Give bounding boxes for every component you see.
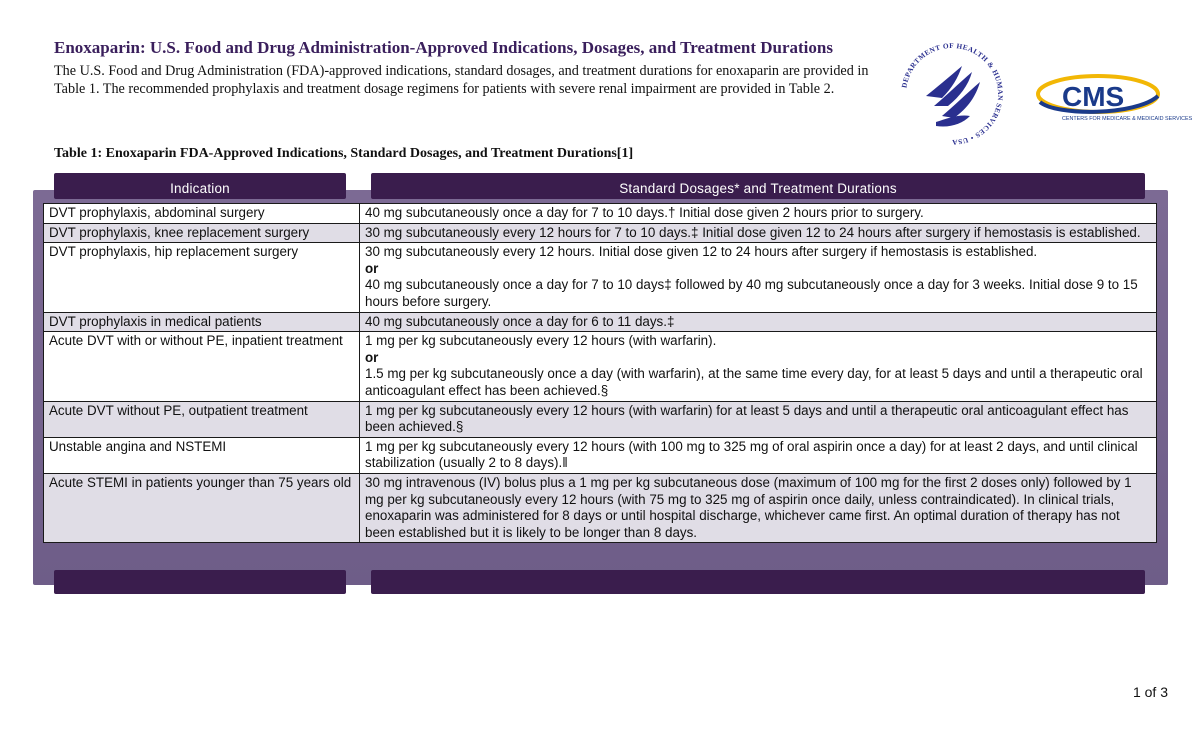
dosage-cell	[360, 473, 1157, 542]
table-row	[44, 401, 1157, 437]
footer-tab-right	[371, 570, 1145, 594]
dosage-cell	[360, 437, 1157, 473]
dosage-text: 40 mg subcutaneously once a day for 7 to 10 days.† Initial dose given 2 hours prior to surgery.	[365, 205, 924, 220]
dosage-text: 1 mg per kg subcutaneously every 12 hours (with warfarin).	[365, 333, 717, 349]
dosage-text: 30 mg subcutaneously every 12 hours for 7 to 10 days.‡ Initial dose given 12 to 24 hours after surgery if hemostasis is established.	[365, 224, 1141, 240]
dosage-text: 30 mg intravenous (IV) bolus plus a 1 mg per kg subcutaneous dose (maximum of 100 mg for the first 2 doses only) followed by 1 mg per kg subcutaneously every 12 hours (with 75 mg to 325 mg of aspirin once daily, unless contraindicated). In clinical trials, enoxaparin was administered for 8 days or until hospital discharge, whichever came first. An optimal duration of therapy has not been established but it is likely to be longer than 8 days.	[365, 474, 1132, 540]
document-title: Enoxaparin: U.S. Food and Drug Administration-Approved Indications, Dosages, and Treatment Durations	[54, 38, 833, 57]
dosage-cell	[360, 204, 1157, 224]
dosage-cell	[360, 332, 1157, 401]
indications-table	[43, 203, 1157, 543]
dosage-text-alt: 1.5 mg per kg subcutaneously once a day (with warfarin), at the same time every day, for at least 5 days and until a therapeutic oral anticoagulant effect has been achieved.§	[365, 366, 1143, 398]
table-caption: Table 1: Enoxaparin FDA-Approved Indications, Standard Dosages, and Treatment Durations[1]	[54, 146, 634, 161]
dosage-text: 30 mg subcutaneously every 12 hours. Initial dose given 12 to 24 hours after surgery if hemostasis is established.	[365, 244, 1038, 260]
page-number: 1 of 3	[1132, 684, 1168, 700]
hhs-ring-text: DEPARTMENT OF HEALTH & HUMAN SERVICES • USA	[900, 41, 1005, 147]
table-row	[44, 437, 1157, 473]
column-header-indication: Indication	[170, 181, 230, 196]
indication-cell: Acute DVT without PE, outpatient treatment	[44, 401, 360, 437]
column-header-dosage: Standard Dosages* and Treatment Durations	[619, 181, 897, 196]
cms-tagline: CENTERS FOR MEDICARE & MEDICAID SERVICES	[1062, 116, 1193, 122]
indication-cell: Acute STEMI in patients younger than 75 years old	[44, 473, 360, 542]
dosage-cell	[360, 243, 1157, 312]
indication-cell: Acute DVT with or without PE, inpatient treatment	[44, 332, 360, 401]
table-row	[44, 204, 1157, 224]
indication-cell: DVT prophylaxis, hip replacement surgery	[44, 243, 360, 312]
dosage-text: 1 mg per kg subcutaneously every 12 hours (with warfarin) for at least 5 days and until a therapeutic oral anticoagulant effect has been achieved.§	[365, 402, 1129, 435]
dosage-text: 1 mg per kg subcutaneously every 12 hours (with 100 mg to 325 mg of oral aspirin once a day) for at least 2 days, and until clinical stabilization (usually 2 to 8 days).‖	[365, 438, 1138, 471]
dosage-cell	[360, 401, 1157, 437]
intro-paragraph: The U.S. Food and Drug Administration (FDA)-approved indications, standard dosages, and treatment durations for enoxaparin are provided in Table 1. The recommended prophylaxis and treatment dosage regimens for patients with severe renal impairment are provided in Table 2.	[54, 63, 869, 97]
or-separator: or	[365, 260, 379, 276]
dosage-cell	[360, 223, 1157, 243]
dosage-text: 40 mg subcutaneously once a day for 6 to 11 days.‡	[365, 313, 675, 329]
or-separator: or	[365, 349, 379, 365]
table-row	[44, 312, 1157, 332]
table-row	[44, 332, 1157, 401]
dosage-cell	[360, 312, 1157, 332]
dosage-text-alt: 40 mg subcutaneously once a day for 7 to 10 days‡ followed by 40 mg subcutaneously once a day for 3 weeks. Initial dose 9 to 15 hours before surgery.	[365, 277, 1138, 309]
table-row	[44, 243, 1157, 312]
table-row	[44, 223, 1157, 243]
footer-tab-left	[54, 570, 346, 594]
eagle-icon	[926, 66, 980, 127]
cms-wordmark: CMS	[1062, 81, 1125, 112]
indication-cell: DVT prophylaxis in medical patients	[44, 312, 360, 332]
indication-cell: DVT prophylaxis, knee replacement surgery	[44, 223, 360, 243]
indication-cell: Unstable angina and NSTEMI	[44, 437, 360, 473]
hhs-seal-logo	[896, 38, 1008, 150]
table-row	[44, 473, 1157, 542]
cms-logo	[1036, 72, 1193, 126]
indication-cell: DVT prophylaxis, abdominal surgery	[44, 204, 360, 224]
